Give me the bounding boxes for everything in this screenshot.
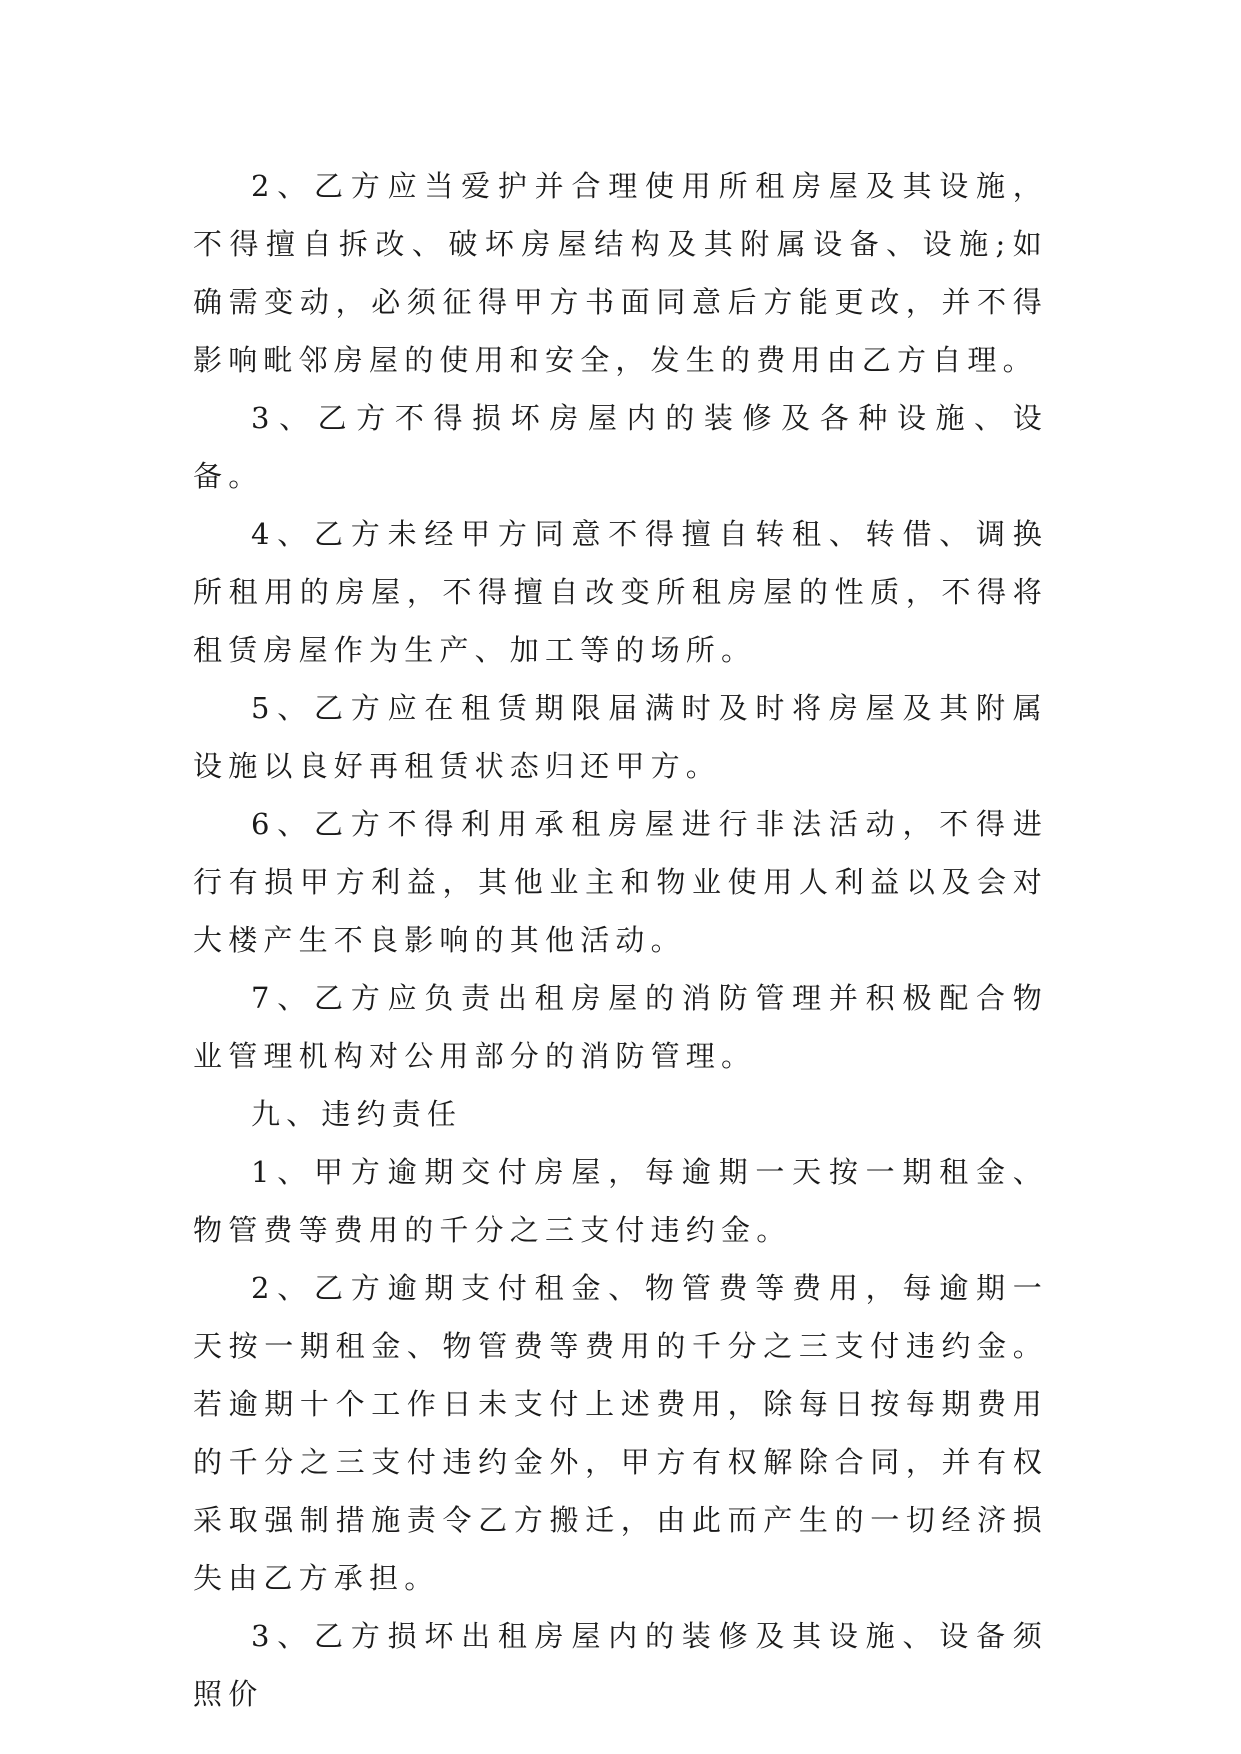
paragraph-clause-9-1: 1、甲方逾期交付房屋，每逾期一天按一期租金、物管费等费用的千分之三支付违约金。	[193, 1155, 1048, 1247]
paragraph-clause-8-5: 5、乙方应在租赁期限届满时及时将房屋及其附属设施以良好再租赁状态归还甲方。	[193, 691, 1048, 783]
document-body	[193, 157, 1048, 1723]
section-heading-breach-liability: 九、违约责任	[251, 1097, 463, 1131]
paragraph-clause-9-2: 2、乙方逾期支付租金、物管费等费用，每逾期一天按一期租金、物管费等费用的千分之三支付违约金。若逾期十个工作日未支付上述费用，除每日按每期费用的千分之三支付违约金外，甲方有权解除合同，并有权采取强制措施责令乙方搬迁，由此而产生的一切经济损失由乙方承担。	[193, 1271, 1048, 1595]
paragraph-clause-8-6: 6、乙方不得利用承租房屋进行非法活动，不得进行有损甲方利益，其他业主和物业使用人利益以及会对大楼产生不良影响的其他活动。	[193, 807, 1048, 957]
paragraph-clause-8-4: 4、乙方未经甲方同意不得擅自转租、转借、调换所租用的房屋，不得擅自改变所租房屋的性质，不得将租赁房屋作为生产、加工等的场所。	[193, 517, 1048, 667]
paragraph-clause-8-3: 3、乙方不得损坏房屋内的装修及各种设施、设备。	[193, 401, 1048, 493]
paragraph-clause-8-7: 7、乙方应负责出租房屋的消防管理并积极配合物业管理机构对公用部分的消防管理。	[193, 981, 1048, 1073]
paragraph-clause-8-2: 2、乙方应当爱护并合理使用所租房屋及其设施，不得擅自拆改、破坏房屋结构及其附属设备、设施;如确需变动，必须征得甲方书面同意后方能更改，并不得影响毗邻房屋的使用和安全，发生的费用由乙方自理。	[193, 169, 1048, 377]
paragraph-clause-9-3: 3、乙方损坏出租房屋内的装修及其设施、设备须照价	[193, 1619, 1048, 1711]
